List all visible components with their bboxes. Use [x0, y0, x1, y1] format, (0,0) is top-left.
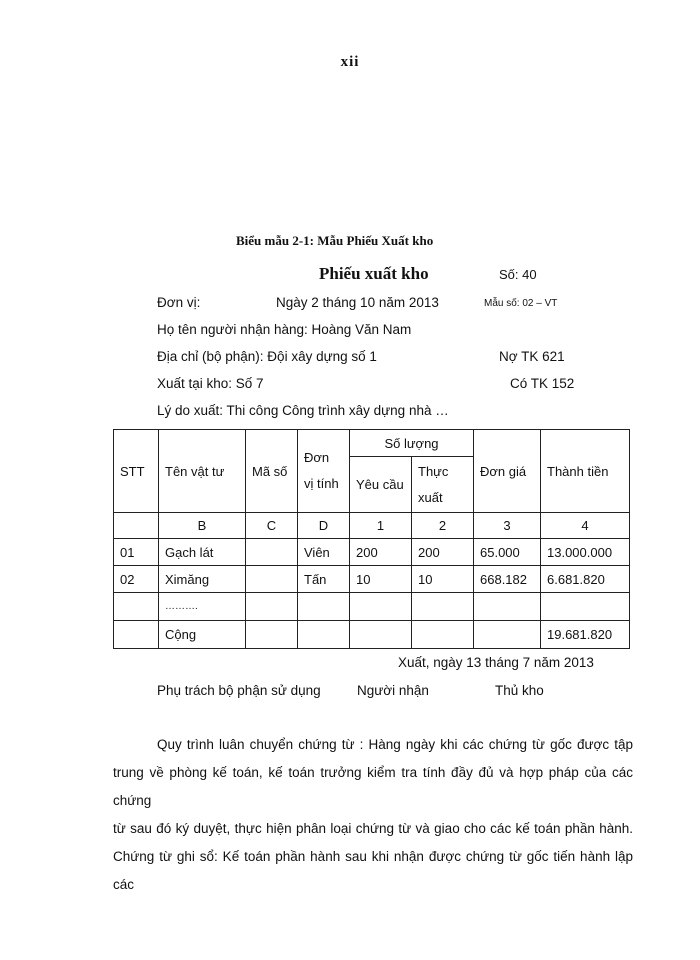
- figure-caption: Biểu mẫu 2-1: Mẫu Phiếu Xuất kho: [236, 233, 434, 248]
- table-row: [114, 566, 630, 593]
- row-code: [246, 593, 298, 621]
- row-actual: [412, 593, 474, 621]
- form-number: Số: 40: [499, 267, 537, 282]
- row-unit: Viên: [298, 539, 350, 566]
- header-stt: STT: [114, 430, 159, 513]
- paragraph-line: trung về phòng kế toán, kế toán trưởng kiểm tra tính đầy đủ và hợp pháp của các chứng: [113, 765, 633, 808]
- header-requested: Yêu cầu: [350, 457, 412, 513]
- place-date: Xuất, ngày 13 tháng 7 năm 2013: [398, 655, 594, 670]
- header-actual-line1: Thực: [418, 463, 449, 479]
- row-price: [474, 593, 541, 621]
- signature-storekeeper: Thủ kho: [495, 683, 544, 698]
- header-name: Tên vật tư: [159, 430, 246, 513]
- header-amount: Thành tiền: [541, 430, 630, 513]
- total-stt: [114, 621, 159, 649]
- paragraph-line: Chứng từ ghi sổ: Kế toán phần hành sau khi nhận được chứng từ gốc tiến hành lập các: [113, 849, 633, 892]
- code-cell: D: [298, 513, 350, 539]
- header-quantity: Số lượng: [350, 430, 474, 457]
- header-unit-line2: vị tính: [304, 476, 339, 491]
- total-amount: 19.681.820: [541, 621, 630, 649]
- row-requested: [350, 593, 412, 621]
- row-price: 65.000: [474, 539, 541, 566]
- row-amount: 13.000.000: [541, 539, 630, 566]
- table-row: [114, 593, 630, 621]
- unit-label: Đơn vị:: [157, 295, 201, 310]
- header-unit: [298, 430, 350, 513]
- total-empty: [412, 621, 474, 649]
- paragraph-line: Quy trình luân chuyển chứng từ : Hàng ngày khi các chứng từ gốc được tập: [157, 737, 633, 752]
- receiver-line: Họ tên người nhận hàng: Hoàng Văn Nam: [157, 322, 412, 337]
- paragraph-line: từ sau đó ký duyệt, thực hiện phân loại chứng từ và giao cho các kế toán phần hành.: [113, 821, 633, 836]
- code-cell: 2: [412, 513, 474, 539]
- row-price: 668.182: [474, 566, 541, 593]
- signature-receiver: Người nhận: [357, 683, 429, 698]
- row-name: ……….: [159, 593, 246, 621]
- row-stt: 01: [114, 539, 159, 566]
- row-name: Ximăng: [159, 566, 246, 593]
- total-empty: [246, 621, 298, 649]
- code-cell: 3: [474, 513, 541, 539]
- total-empty: [350, 621, 412, 649]
- row-actual: 200: [412, 539, 474, 566]
- code-cell: C: [246, 513, 298, 539]
- reason-line: Lý do xuất: Thi công Công trình xây dựng nhà …: [157, 403, 449, 418]
- address-line: Địa chỉ (bộ phận): Đội xây dựng số 1: [157, 349, 377, 364]
- warehouse-line: Xuất tại kho: Số 7: [157, 376, 264, 391]
- code-cell: 1: [350, 513, 412, 539]
- header-actual: [412, 457, 474, 513]
- row-actual: 10: [412, 566, 474, 593]
- header-unit-line1: Đơn: [304, 450, 330, 465]
- row-code: [246, 566, 298, 593]
- row-stt: [114, 593, 159, 621]
- row-requested: 200: [350, 539, 412, 566]
- signature-dept-head: Phụ trách bộ phận sử dụng: [157, 683, 321, 698]
- row-amount: [541, 593, 630, 621]
- debit-account: Nợ TK 621: [499, 349, 565, 364]
- credit-account: Có TK 152: [510, 376, 575, 391]
- form-date: Ngày 2 tháng 10 năm 2013: [276, 295, 439, 310]
- code-cell: 4: [541, 513, 630, 539]
- header-price: Đơn giá: [474, 430, 541, 513]
- code-cell: B: [159, 513, 246, 539]
- body-paragraph: [113, 731, 633, 899]
- form-title: Phiếu xuất kho: [319, 264, 429, 283]
- table-row: [114, 539, 630, 566]
- total-row: [114, 621, 630, 649]
- total-empty: [298, 621, 350, 649]
- page-number: xii: [340, 54, 360, 70]
- code-cell: [114, 513, 159, 539]
- row-unit: [298, 593, 350, 621]
- row-unit: Tấn: [298, 566, 350, 593]
- total-label: Cộng: [159, 621, 246, 649]
- issue-slip-table: [113, 429, 630, 649]
- row-amount: 6.681.820: [541, 566, 630, 593]
- template-code: Mẫu số: 02 – VT: [484, 298, 558, 309]
- row-code: [246, 539, 298, 566]
- row-name: Gạch lát: [159, 539, 246, 566]
- row-requested: 10: [350, 566, 412, 593]
- total-empty: [474, 621, 541, 649]
- header-actual-line2: xuất: [418, 489, 443, 505]
- header-code: Mã số: [246, 430, 298, 513]
- row-stt: 02: [114, 566, 159, 593]
